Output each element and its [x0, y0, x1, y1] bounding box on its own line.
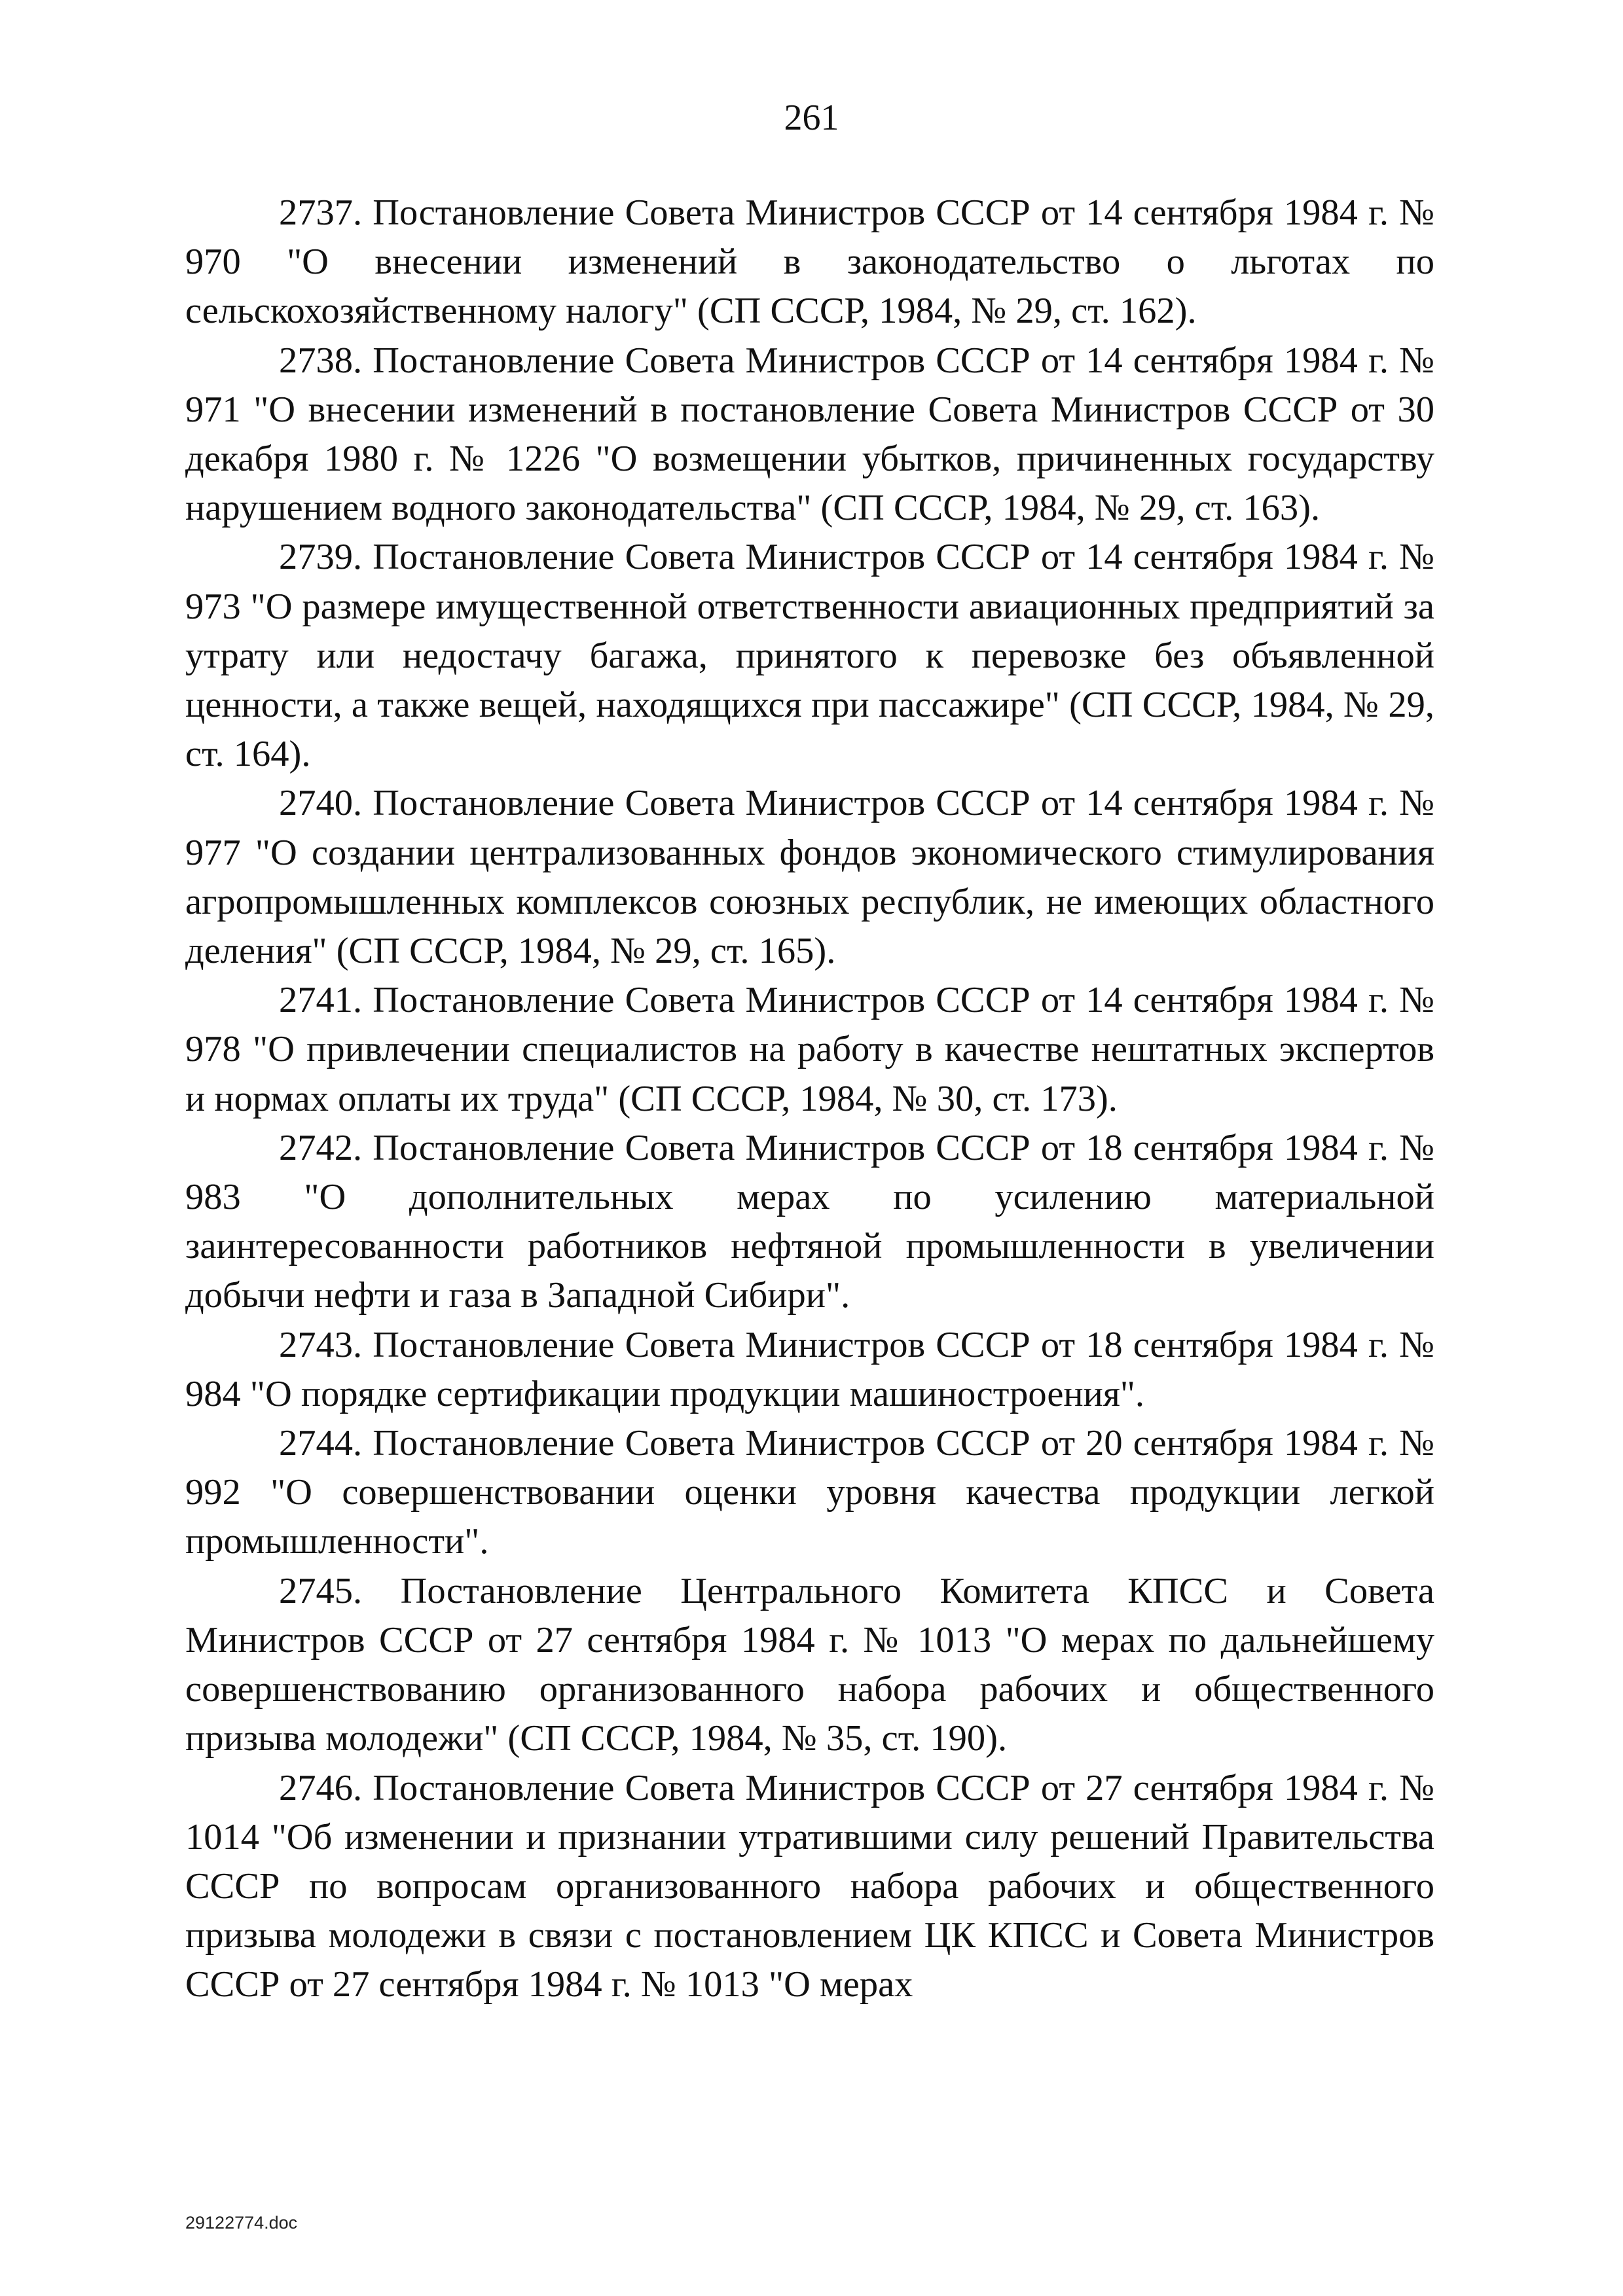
list-item-2738: 2738. Постановление Совета Министров СССР от 14 сентября 1984 г. № 971 "О внесении изменений в постановление Совета Министров СССР от 30 декабря 1980 г. № 1226 "О возмещении убытков, причиненных государству нарушением водного законодательства" (СП СССР, 1984, № 29, ст. 163).	[185, 340, 1434, 529]
document-body	[185, 188, 1434, 2010]
list-item-2745: 2745. Постановление Центрального Комитета КПСС и Совета Министров СССР от 27 сентября 1984 г. № 1013 "О мерах по дальнейшему совершенствованию организованного набора рабочих и общественного призыва молодежи" (СП СССР, 1984, № 35, ст. 190).	[185, 1570, 1434, 1759]
list-item-2740: 2740. Постановление Совета Министров СССР от 14 сентября 1984 г. № 977 "О создании централизованных фондов экономического стимулирования агропромышленных комплексов союзных республик, не имеющих областного деления" (СП СССР, 1984, № 29, ст. 165).	[185, 783, 1434, 972]
list-item-2742: 2742. Постановление Совета Министров СССР от 18 сентября 1984 г. № 983 "О дополнительных мерах по усилению материальной заинтересованности работников нефтяной промышленности в увеличении добычи нефти и газа в Западной Сибири".	[185, 1127, 1434, 1316]
page-number: 261	[784, 98, 839, 138]
list-item-2741: 2741. Постановление Совета Министров СССР от 14 сентября 1984 г. № 978 "О привлечении специалистов на работу в качестве нештатных экспертов и нормах оплаты их труда" (СП СССР, 1984, № 30, ст. 173).	[185, 980, 1434, 1119]
list-item-2743: 2743. Постановление Совета Министров СССР от 18 сентября 1984 г. № 984 "О порядке сертификации продукции машиностроения".	[185, 1324, 1434, 1414]
footer-filename: 29122774.doc	[185, 2213, 298, 2233]
list-item-2744: 2744. Постановление Совета Министров СССР от 20 сентября 1984 г. № 992 "О совершенствовании оценки уровня качества продукции легкой промышленности".	[185, 1423, 1434, 1562]
list-item-2746: 2746. Постановление Совета Министров СССР от 27 сентября 1984 г. № 1014 "Об изменении и признании утратившими силу решений Правительства СССР по вопросам организованного набора рабочих и общественного призыва молодежи в связи с постановлением ЦК КПСС и Совета Министров СССР от 27 сентября 1984 г. № 1013 "О мерах	[185, 1767, 1434, 2005]
list-item-2737: 2737. Постановление Совета Министров СССР от 14 сентября 1984 г. № 970 "О внесении изменений в законодательство о льготах по сельскохозяйственному налогу" (СП СССР, 1984, № 29, ст. 162).	[185, 192, 1434, 332]
list-item-2739: 2739. Постановление Совета Министров СССР от 14 сентября 1984 г. № 973 "О размере имущественной ответственности авиационных предприятий за утрату или недостачу багажа, принятого к перевозке без объявленной ценности, а также вещей, находящихся при пассажире" (СП СССР, 1984, № 29, ст. 164).	[185, 537, 1434, 775]
